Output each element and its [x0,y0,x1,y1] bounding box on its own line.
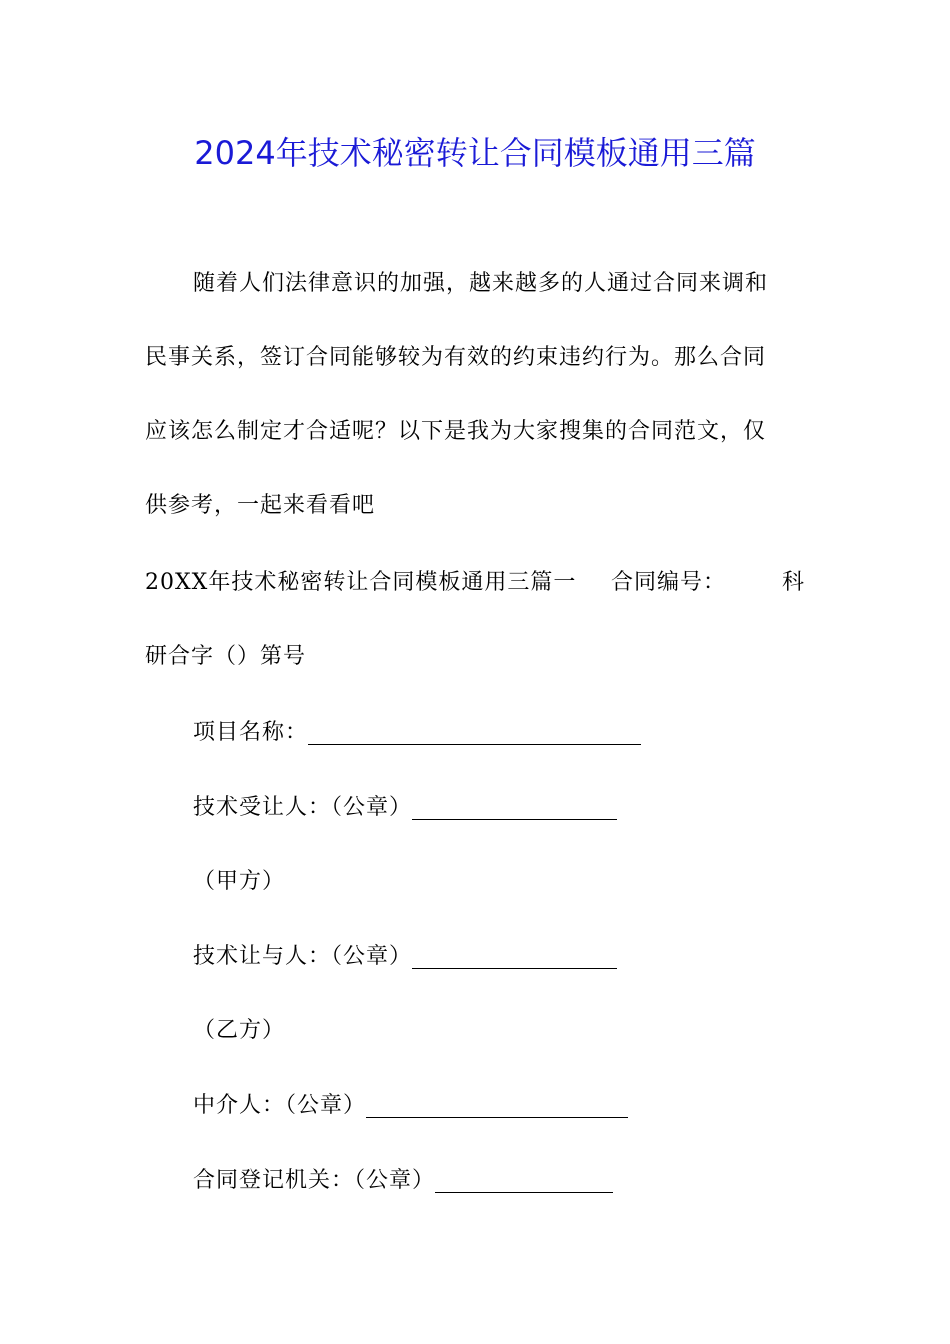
contract-number-prefix: 科 [781,570,805,595]
fill-in-blank[interactable] [308,718,641,745]
contract-number-continued: 研合字（）第号 [145,644,307,669]
fill-in-blank[interactable] [366,1091,628,1118]
registration-authority-field [193,1161,613,1201]
fill-in-blank[interactable] [435,1166,613,1193]
fill-in-blank[interactable] [412,793,617,820]
contract-number-label: 合同编号： [610,570,726,595]
transferor-field [193,937,617,977]
party-a-label [193,862,285,902]
field-label: （甲方） [193,869,286,894]
intermediary-field [193,1086,628,1126]
intro-line: 民事关系，签订合同能够较为有效的约束违约行为。那么合同 [145,345,767,370]
transferee-field [193,788,617,828]
intro-line: 随着人们法律意识的加强，越来越多的人通过合同来调和 [193,271,769,296]
project-name-field [193,713,641,753]
field-label: 技术让与人：（公章） [193,944,413,969]
field-label: 项目名称： [193,720,309,745]
intro-line: 供参考，一起来看看吧 [145,493,376,518]
field-label: 中介人：（公章） [193,1093,367,1118]
section-heading: 20XX年技术秘密转让合同模板通用三篇一 [145,570,577,595]
field-label: （乙方） [193,1018,286,1043]
section-heading-paragraph [145,546,805,694]
party-b-label [193,1011,285,1051]
field-label: 技术受让人：（公章） [193,795,413,820]
field-label: 合同登记机关：（公章） [193,1168,436,1193]
intro-line: 应该怎么制定才合适呢？以下是我为大家搜集的合同范文，仅 [145,419,767,444]
intro-paragraph [145,247,805,543]
fill-in-blank[interactable] [412,942,617,969]
document-title: 2024年技术秘密转让合同模板通用三篇 [194,134,756,172]
